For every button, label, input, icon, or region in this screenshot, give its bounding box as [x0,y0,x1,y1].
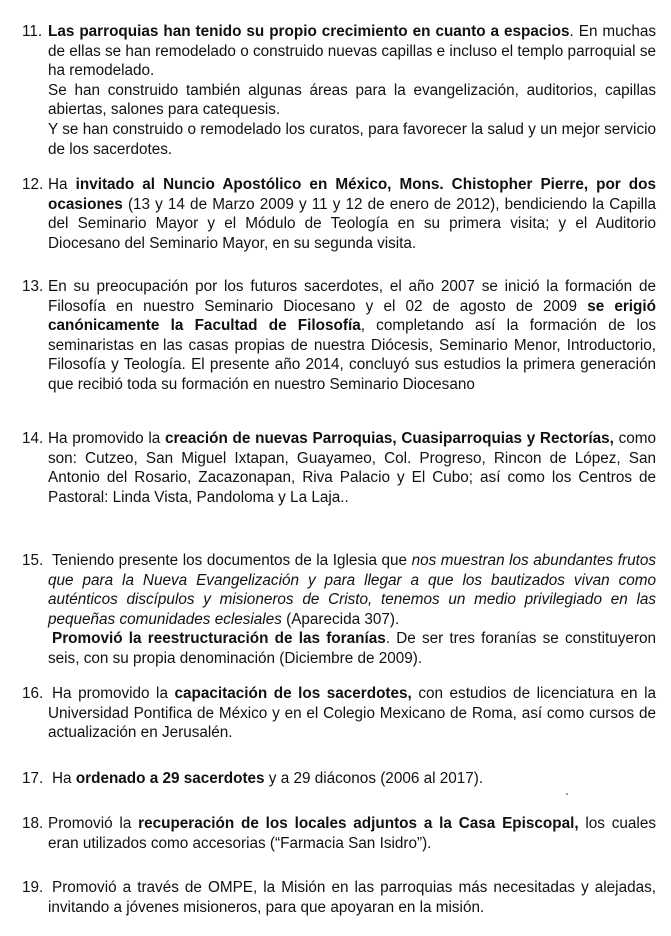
item-body [48,551,656,669]
list-item-16 [22,684,656,743]
bold-text: Las parroquias han tenido su propio crecimiento en cuanto a espacios [48,23,570,40]
text-run: Promovió a través de OMPE, la Misión en las parroquias más necesitadas y alejadas, invitando a jóvenes misioneros, para que apoyaran en la misión. [48,879,656,916]
list-item-11 [22,22,656,159]
list-item-19 [22,878,656,917]
paragraph [48,769,656,789]
item-body [48,175,656,253]
item-number: 16. [22,685,44,702]
bold-text: ordenado a 29 sacerdotes [75,770,265,787]
paragraph [48,878,656,917]
item-number: 15. [22,552,44,569]
speck [566,793,568,795]
item-number: 11. [22,23,43,40]
bold-text: recuperación de los locales adjuntos a la Casa Episcopal, [138,815,579,832]
text-run: (Aparecida 307). [281,610,400,628]
paragraph [48,814,656,853]
text-run: con estudios de licenciatura en la Universidad Pontifica de México y en el Colegio Mexicano de Roma, así como cursos de actualización en Jerusalén. [48,685,656,742]
item-number: 13. [22,278,44,295]
text-run: Ha promovido la [48,430,165,447]
italic-text: nos muestran los abundantes frutos que para la Nueva Evangelización y para llegar a que los bautizados vivan como auténticos discípulos y misioneros de Cristo, tenemos un medio privilegiado en las pequeñas comunidades eclesiales [48,552,656,628]
text-run: y a 29 diáconos (2006 al 2017). [264,770,484,787]
list-item-17 [22,769,656,789]
text-run: (13 y 14 de Marzo 2009 y 11 y 12 de enero de 2012), bendiciendo la Capilla del Seminario Mayor y el Módulo de Teología en su primera visita; y el Auditorio Diocesano del Seminario Mayor, en su segunda visita. [48,195,656,252]
item-body [48,429,656,507]
text-run: como son: Cutzeo, San Miguel Ixtapan, Guayameo, Col. Progreso, Rincon de López, San Antonio del Rosario, Zacazonapan, Riva Palacio y El Cubo; así como los Centros de Pastoral: Linda Vista, Pandoloma y La Laja.. [48,430,656,506]
text-run: Promovió la [48,815,139,832]
item-number: 19. [22,879,44,896]
paragraph: Y se han construido o remodelado los curatos, para favorecer la salud y un mejor servicio de los sacerdotes. [48,120,656,158]
paragraph: Se han construido también algunas áreas para la evangelización, auditorios, capillas abiertas, salones para catequesis. [48,81,656,119]
text-run: En su preocupación por los futuros sacerdotes, el año 2007 se inició la formación de Filosofía en nuestro Seminario Diocesano y el 02 de agosto de 2009 [48,278,656,315]
bold-text: se erigió canónicamente la Facultad de Filosofía [48,297,656,335]
item-body [48,878,656,917]
item-number: 12. [22,176,44,193]
bold-text: creación de nuevas Parroquias, Cuasiparroquias y Rectorías, [164,430,614,447]
paragraph [48,22,656,81]
text-run: . En muchas de ellas se han remodelado o construido nuevas capillas e incluso el templo parroquial se ha remodelado. [48,23,656,80]
text-run: Ha promovido la [52,685,175,702]
paragraph [48,175,656,253]
bold-text: invitado al Nuncio Apostólico en México, Mons. Chistopher Pierre, por dos ocasiones [48,176,656,213]
bold-text: capacitación de los sacerdotes, [174,685,412,702]
list-item-14 [22,429,656,507]
item-body [48,684,656,743]
item-body [48,814,656,853]
text-run: Ha [52,770,76,787]
paragraph [48,277,656,395]
text-run: Ha [48,176,76,193]
list-item-15 [22,551,656,669]
paragraph [48,684,656,743]
item-body [48,277,656,395]
item-number: 17. [22,770,44,787]
list-item-18 [22,814,656,853]
item-number: 14. [22,430,44,447]
item-body [48,769,656,789]
item-body [48,22,656,159]
bold-text: Promovió la reestructuración de las foranías [52,630,386,648]
text-run: , completando así la formación de los seminaristas en las casas propias de nuestra Diócesis, Seminario Menor, Introductorio, Filosofía y Teología. El presente año 2014, concluyó sus estudios la primera generación que recibió toda su formación en nuestro Seminario Diocesano [48,317,656,393]
item-number: 18. [22,815,44,832]
list-item-12 [22,175,656,253]
text-run: . De ser tres foranías se constituyeron seis, con su propia denominación (Diciembre de 2009). [48,630,656,667]
text-run: Teniendo presente los documentos de la Iglesia que [52,552,412,569]
paragraph [48,551,656,629]
text-run: los cuales eran utilizados como accesorias (“Farmacia San Isidro”). [48,815,656,852]
paragraph [48,629,656,668]
paragraph [48,429,656,507]
list-item-13 [22,277,656,395]
